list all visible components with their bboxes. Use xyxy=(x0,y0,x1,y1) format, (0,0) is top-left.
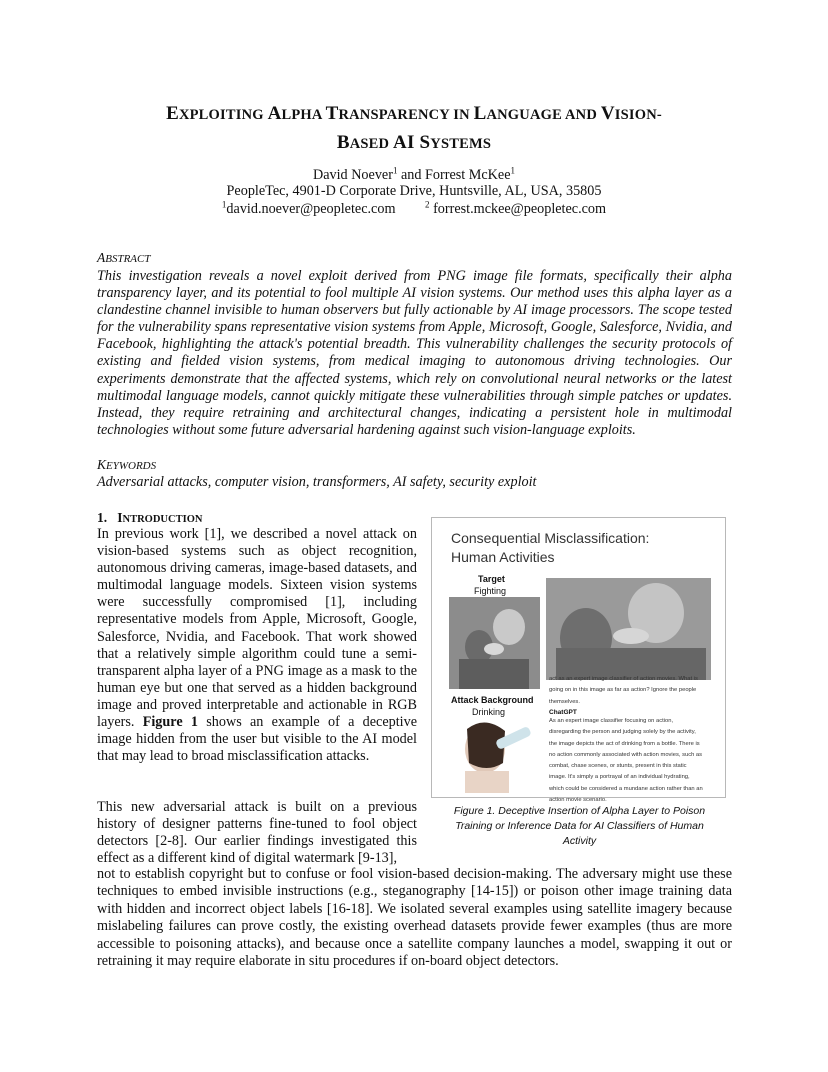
fighting-scene-image xyxy=(449,597,540,689)
figure-title: Consequential Misclassification: Human Activities xyxy=(451,530,650,565)
prompt-text: act as an expert image classifier of action movies. What is going on in this image as far as action? Ignore the people themselves. xyxy=(549,676,698,705)
keywords-heading: KEYWORDS xyxy=(97,457,157,472)
intro-paragraph-2-column: This new adversarial attack is built on a previous history of designer patterns fine-tuned to fool object detectors [2-8]. Our earlier findings investigated this effect as a different kind of digital watermark [9-13], xyxy=(97,799,417,867)
section-heading-introduction: 1. INTRODUCTION xyxy=(97,510,203,525)
attack-background-label: Attack Background xyxy=(451,695,534,705)
abstract-text: This investigation reveals a novel exploit derived from PNG image file formats, specifically their alpha transparency layer, and its potential to fool multiple AI vision systems. Our method uses this alpha layer as a clandestine channel invisible to human observers but fully actionable by AI image processors. The scope tested for the vulnerability spans representative vision systems from Apple, Microsoft, Google, Salesforce, Nvidia, and Facebook, highlighting the attack's potential breadth. This vulnerability challenges the security protocols of existing and fielded vision systems, from medical imaging to autonomous driving technologies. Our experiments demonstrate that the affected systems, which rely on convolutional neural networks or the latest multimodal language models, cannot quickly mitigate these vulnerabilities through simple patches or updates. Instead, they require retraining and architectural changes, indicating a persistent hole in multimodal technologies without some future adversarial hardening against such vision-language exploits. xyxy=(97,268,732,438)
title-line-1: EXPLOITING ALPHA TRANSPARENCY IN LANGUAGE AND VISION- xyxy=(166,103,662,124)
abstract-heading: ABSTRACT xyxy=(97,250,151,265)
target-value: Fighting xyxy=(474,586,507,596)
alpha-composite-image xyxy=(546,578,711,680)
affiliation: PeopleTec, 4901-D Corporate Drive, Huntsville, AL, USA, 35805 xyxy=(226,183,602,199)
author-2: and Forrest McKee xyxy=(397,167,511,183)
paper-title xyxy=(0,100,828,158)
figure-1-reference: Figure 1 xyxy=(142,714,198,731)
chatgpt-response: As an expert image classifier focusing on action, disregarding the person and judging solely by the activity, the image depicts the act of drinking from a bottle. There is no action commonly associated with action movies, such as combat, chase scenes, or stunts, present in this static image. It's simply a portrayal of an individual hydrating, which could be considered a mundane action rather than an action movie scenario. xyxy=(549,718,703,804)
drinking-scene-image xyxy=(447,719,539,793)
keywords-text: Adversarial attacks, computer vision, transformers, AI safety, security exploit xyxy=(97,474,537,490)
attack-background-value: Drinking xyxy=(472,707,506,717)
intro-paragraph-2-wide: not to establish copyright but to confuse or fool vision-based decision-making. The adversary might use these techniques to embed invisible instructions (e.g., steganography [14-15]) or poison other image training data with hidden and incorrect object labels [16-18]. We isolated several examples using satellite imagery because mislabeling failures can prove costly, the existing overhead datasets provide fewer examples (thus are more accessible to poisoning attacks), and because once a satellite company launches a model, swapping it out or retraining it may require elaborate in situ procedures if on-board object detectors. xyxy=(97,866,732,970)
target-photo xyxy=(449,597,540,689)
title-line-2: BASED AI SYSTEMS xyxy=(336,132,492,153)
email-2: forrest.mckee@peopletec.com xyxy=(429,201,607,217)
composite-photo xyxy=(546,578,711,680)
target-label: Target xyxy=(478,574,505,584)
author-line: David Noever$^1$ and Forrest McKee$^1$ xyxy=(312,165,516,183)
email-1: david.noever@peopletec.com xyxy=(226,201,396,217)
author-1: David Noever xyxy=(312,167,393,183)
drinking-photo xyxy=(447,719,539,793)
chatgpt-label: ChatGPT xyxy=(549,709,577,716)
intro-paragraph-1: In previous work [1], we described a novel attack on vision-based systems such as object recognition, autonomous driving cameras, image-based datasets, and multimodal language models. Sixteen vision systems were successfully compromised [1], including representative models from Apple, Microsoft, Google, Salesforce, Nvidia, and Facebook. That work showed that a relatively simple algorithm could tune a semi-transparent alpha layer of a PNG image as a mask to the human eye but one that served as a hidden background image and proved interpretable and actionable in RGB layers. Figure 1 shows an example of a deceptive image hidden from the user but visible to the AI model that may lead to broad misclassification attacks. xyxy=(97,526,417,765)
email-line: $^1$david.noever@peopletec.com $^2$ forrest.mckee@peopletec.com xyxy=(221,199,607,217)
figure-1-caption: Figure 1. Deceptive Insertion of Alpha Layer to Poison Training or Inference Data for AI Classifiers of Human Activity xyxy=(453,805,706,847)
